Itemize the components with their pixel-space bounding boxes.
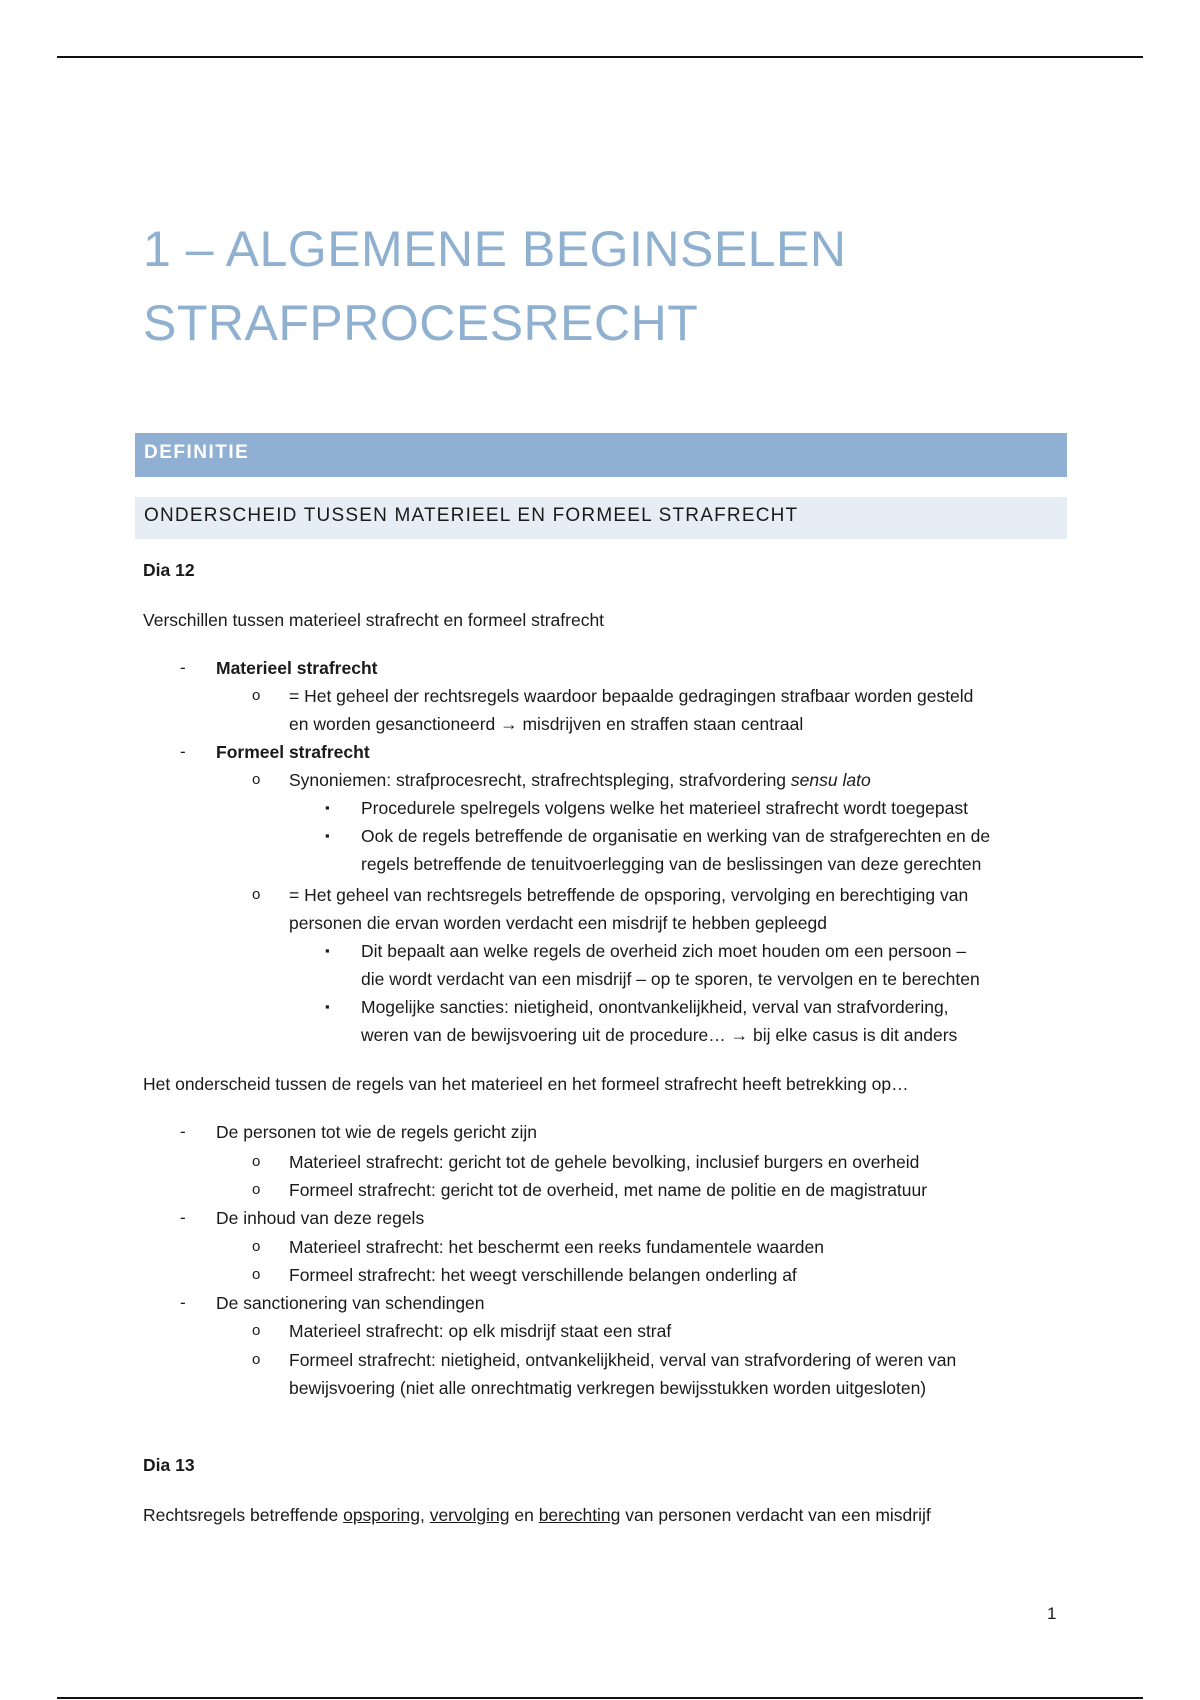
list-marker-square: ▪ bbox=[325, 800, 330, 815]
list-marker-circle: o bbox=[252, 1351, 261, 1368]
text-line: en worden gesanctioneerd → misdrijven en straffen staan centraal bbox=[289, 714, 804, 734]
list-item-formeel-def bbox=[289, 881, 1069, 937]
list-marker-square: ▪ bbox=[325, 999, 330, 1014]
intro-paragraph: Verschillen tussen materieel strafrecht en formeel strafrecht bbox=[143, 610, 605, 630]
top-rule bbox=[57, 56, 1143, 58]
text-span: , bbox=[419, 1505, 430, 1525]
list-item-formeel: Formeel strafrecht bbox=[216, 742, 370, 762]
list-item-sancties bbox=[361, 993, 1071, 1049]
text-line: die wordt verdacht van een misdrijf – op te sporen, te vervolgen en te berechten bbox=[361, 969, 980, 989]
list-marker-square: ▪ bbox=[325, 943, 330, 958]
list-item-materieel-def bbox=[289, 682, 1069, 738]
list-marker-circle: o bbox=[252, 1322, 261, 1339]
page-title bbox=[143, 212, 1083, 360]
list-marker-circle: o bbox=[252, 771, 261, 788]
text-line: Mogelijke sancties: nietigheid, onontvankelijkheid, verval van strafvordering, bbox=[361, 997, 949, 1017]
text-line: Formeel strafrecht: nietigheid, ontvankelijkheid, verval van strafvordering of weren van bbox=[289, 1350, 957, 1370]
bottom-rule bbox=[57, 1697, 1143, 1699]
list-item-personen: De personen tot wie de regels gericht zijn bbox=[216, 1122, 538, 1142]
list-marker-dash: - bbox=[180, 1293, 186, 1312]
list-item-sanctionering-materieel: Materieel strafrecht: op elk misdrijf staat een straf bbox=[289, 1321, 672, 1341]
list-marker-circle: o bbox=[252, 1238, 261, 1255]
list-marker-dash: - bbox=[180, 742, 186, 761]
underlined-berechting: berechting bbox=[538, 1505, 621, 1525]
text-line: bewijsvoering (niet alle onrechtmatig verkregen bewijsstukken worden uitgesloten) bbox=[289, 1378, 927, 1398]
heading-definitie: DEFINITIE bbox=[135, 433, 1067, 477]
text-line: = Het geheel van rechtsregels betreffende de opsporing, vervolging en berechtiging van bbox=[289, 885, 969, 905]
list-marker-circle: o bbox=[252, 1153, 261, 1170]
list-item-sanctionering-formeel bbox=[289, 1346, 1069, 1402]
list-marker-dash: - bbox=[180, 658, 186, 677]
list-marker-circle: o bbox=[252, 1181, 261, 1198]
text-span: van personen verdacht van een misdrijf bbox=[620, 1505, 931, 1525]
dia-12-label: Dia 12 bbox=[143, 560, 195, 580]
underlined-opsporing: opsporing bbox=[343, 1505, 420, 1525]
text-line: personen die ervan worden verdacht een misdrijf te hebben gepleegd bbox=[289, 913, 827, 933]
list-marker-circle: o bbox=[252, 687, 261, 704]
title-line-2: STRAFPROCESRECHT bbox=[143, 295, 699, 351]
list-marker-square: ▪ bbox=[325, 828, 330, 843]
onderscheid-paragraph: Het onderscheid tussen de regels van het materieel en het formeel strafrecht heeft betrekking op… bbox=[143, 1074, 909, 1094]
text-line: weren van de bewijsvoering uit de procedure… → bij elke casus is dit anders bbox=[361, 1025, 958, 1045]
list-item-inhoud-materieel: Materieel strafrecht: het beschermt een reeks fundamentele waarden bbox=[289, 1237, 825, 1257]
text-span: en bbox=[509, 1505, 539, 1525]
list-marker-circle: o bbox=[252, 1266, 261, 1283]
list-marker-circle: o bbox=[252, 886, 261, 903]
italic-span: sensu lato bbox=[790, 770, 871, 790]
list-item-procedurele: Procedurele spelregels volgens welke het materieel strafrecht wordt toegepast bbox=[361, 798, 968, 818]
dia-13-label: Dia 13 bbox=[143, 1455, 195, 1475]
list-item-personen-formeel: Formeel strafrecht: gericht tot de overheid, met name de politie en de magistratuur bbox=[289, 1180, 928, 1200]
underlined-vervolging: vervolging bbox=[429, 1505, 510, 1525]
text-line: = Het geheel der rechtsregels waardoor bepaalde gedragingen strafbaar worden gesteld bbox=[289, 686, 974, 706]
list-marker-dash: - bbox=[180, 1122, 186, 1141]
list-item-inhoud: De inhoud van deze regels bbox=[216, 1208, 425, 1228]
text-span: Synoniemen: strafprocesrecht, strafrechtspleging, strafvordering bbox=[289, 770, 787, 790]
list-item-organisatie bbox=[361, 822, 1071, 878]
list-item-materieel: Materieel strafrecht bbox=[216, 658, 378, 678]
list-item-synoniemen bbox=[289, 766, 1069, 794]
list-item-personen-materieel: Materieel strafrecht: gericht tot de gehele bevolking, inclusief burgers en overheid bbox=[289, 1152, 920, 1172]
heading-onderscheid: ONDERSCHEID TUSSEN MATERIEEL EN FORMEEL STRAFRECHT bbox=[135, 497, 1067, 539]
text-span: Rechtsregels betreffende bbox=[143, 1505, 344, 1525]
title-line-1: 1 – ALGEMENE BEGINSELEN bbox=[143, 221, 847, 277]
text-line: Ook de regels betreffende de organisatie en werking van de strafgerechten en de bbox=[361, 826, 991, 846]
list-item-inhoud-formeel: Formeel strafrecht: het weegt verschillende belangen onderling af bbox=[289, 1265, 797, 1285]
rechtsregels-paragraph bbox=[143, 1501, 931, 1529]
list-item-overheid bbox=[361, 937, 1071, 993]
text-line: Dit bepaalt aan welke regels de overheid zich moet houden om een persoon – bbox=[361, 941, 967, 961]
text-line: regels betreffende de tenuitvoerlegging van de beslissingen van deze gerechten bbox=[361, 854, 982, 874]
page-number: 1 bbox=[1047, 1604, 1057, 1623]
list-marker-dash: - bbox=[180, 1208, 186, 1227]
list-item-sanctionering: De sanctionering van schendingen bbox=[216, 1293, 485, 1313]
